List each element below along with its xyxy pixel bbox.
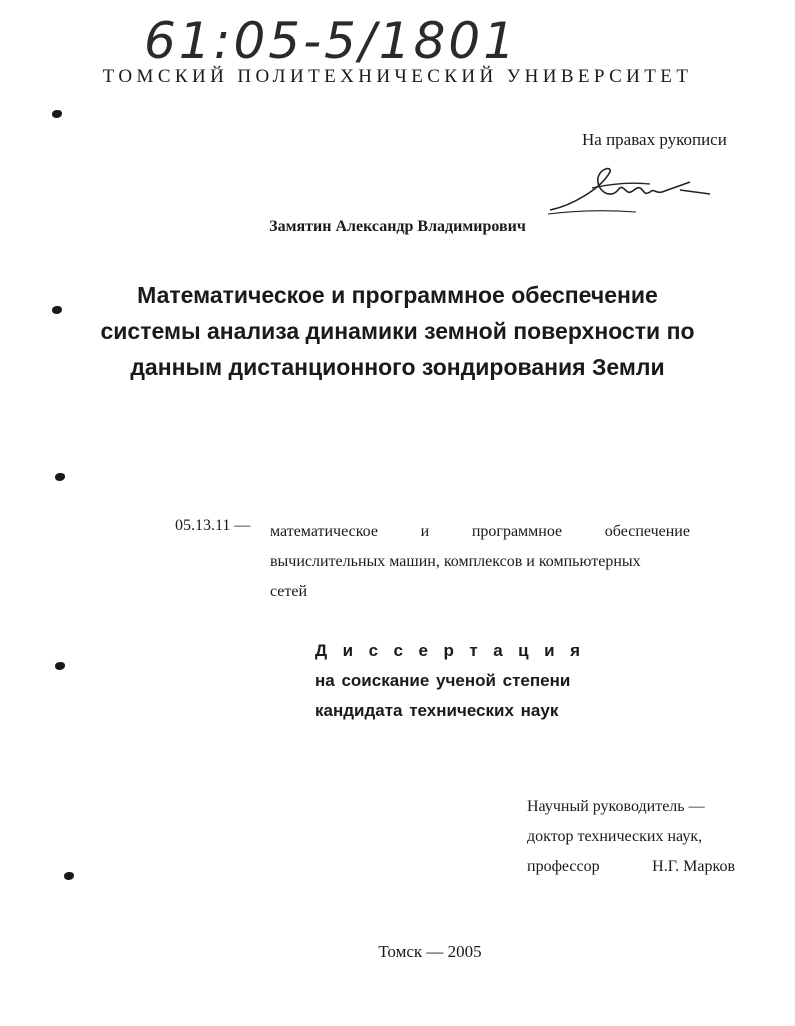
supervisor-line-2: доктор технических наук, (527, 828, 703, 845)
letter: ц (518, 641, 529, 660)
specialty-line-2: вычислительных машин, комплексов и компьютерных (270, 553, 641, 570)
specialty-word: программное (471, 523, 563, 540)
letter: р (443, 641, 454, 660)
specialty-line-3: сетей (270, 583, 308, 600)
dissertation-word (315, 636, 580, 666)
supervisor-name: Н.Г. Марков (652, 858, 735, 875)
letter: я (570, 641, 580, 660)
city-year: Томск — 2005 (378, 942, 482, 961)
signature (540, 160, 720, 220)
title-line-3: данным дистанционного зондирования Земли (130, 354, 665, 380)
university-name: ТОМСКИЙ ПОЛИТЕХНИЧЕСКИЙ УНИВЕРСИТЕТ (102, 66, 693, 87)
punch-hole (52, 110, 62, 118)
supervisor-line-3 (527, 852, 735, 882)
letter: и (544, 641, 555, 660)
punch-hole (55, 473, 65, 481)
specialty-word: и (420, 523, 430, 540)
title-line-2: системы анализа динамики земной поверхности по (100, 318, 695, 344)
punch-hole (55, 662, 65, 670)
author-name: Замятин Александр Владимирович (269, 218, 526, 235)
punch-hole (64, 872, 74, 880)
specialty-word: обеспечение (604, 523, 690, 540)
degree-line-2: кандидата технических наук (315, 701, 559, 720)
letter: с (368, 641, 379, 660)
archive-number-text: 61:05-5/1801 (144, 12, 519, 68)
letter: Д (315, 641, 328, 660)
specialty-code: 05.13.11 — (175, 517, 251, 534)
manuscript-rights-note: На правах рукописи (582, 130, 727, 149)
letter: а (493, 641, 503, 660)
dissertation-type-block (315, 636, 580, 726)
specialty-description (270, 517, 690, 607)
letter: т (469, 641, 478, 660)
dissertation-title (0, 277, 795, 385)
specialty-line-1 (270, 517, 690, 547)
supervisor-position: профессор (527, 858, 600, 875)
handwritten-archive-number (140, 6, 520, 68)
supervisor-line-1: Научный руководитель — (527, 798, 705, 815)
degree-line-1: на соискание ученой степени (315, 671, 571, 690)
title-line-1: Математическое и программное обеспечение (137, 282, 658, 308)
letter: и (342, 641, 354, 660)
letter: с (393, 641, 404, 660)
supervisor-block (527, 792, 735, 882)
letter: е (418, 641, 428, 660)
specialty-word: математическое (270, 523, 378, 540)
